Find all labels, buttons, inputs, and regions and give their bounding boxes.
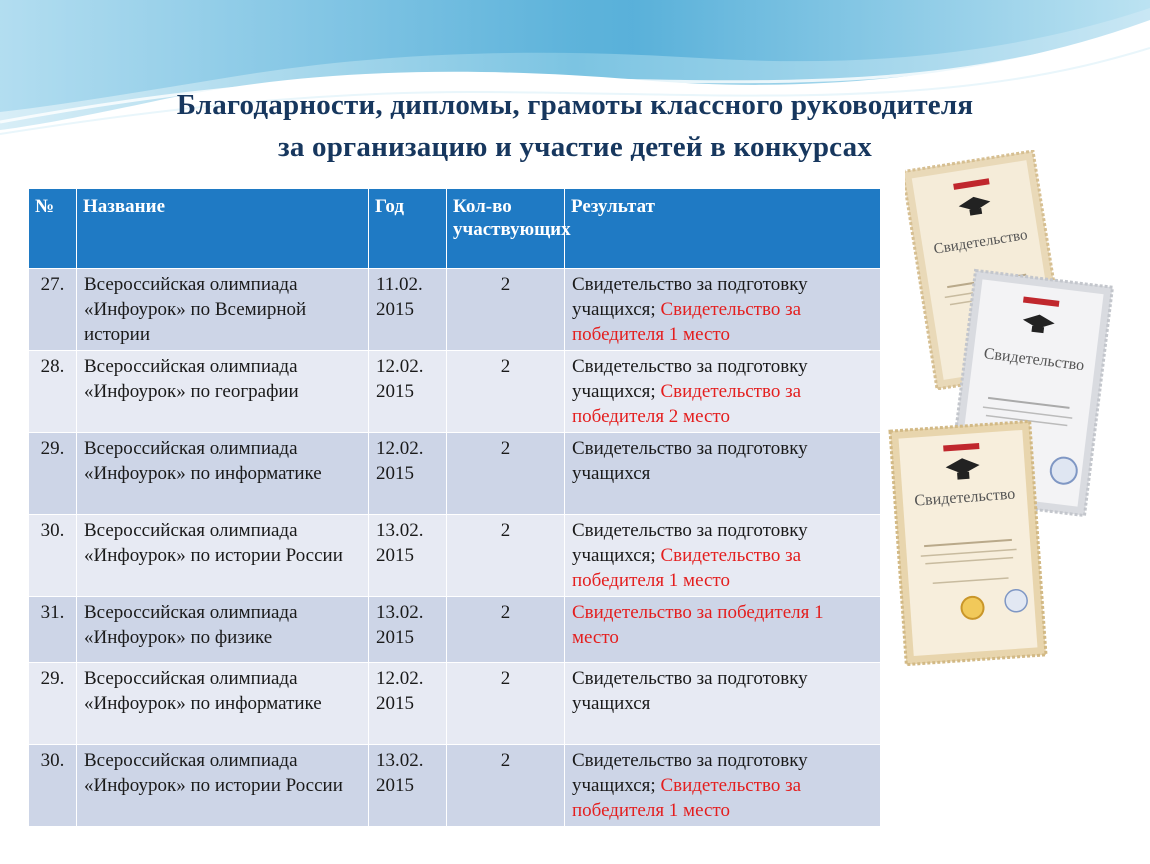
result-text: Свидетельство за подготовку учащихся; — [572, 274, 808, 320]
column-header-num: № — [29, 189, 77, 269]
row-name: Всероссийская олимпиада «Инфоурок» по информатике — [77, 663, 369, 745]
row-result — [565, 597, 881, 663]
row-count: 2 — [447, 351, 565, 433]
table-row — [29, 745, 881, 827]
result-text: Свидетельство за подготовку учащихся; — [572, 356, 808, 402]
row-year: 11.02. 2015 — [369, 269, 447, 351]
row-year: 13.02. 2015 — [369, 745, 447, 827]
row-name: Всероссийская олимпиада «Инфоурок» по информатике — [77, 433, 369, 515]
result-text: Свидетельство за подготовку учащихся — [572, 668, 808, 714]
row-count: 2 — [447, 269, 565, 351]
row-year: 12.02. 2015 — [369, 433, 447, 515]
result-text: Свидетельство за подготовку учащихся; — [572, 520, 808, 566]
row-count: 2 — [447, 745, 565, 827]
title-line-2: за организацию и участие детей в конкурсах — [278, 131, 872, 163]
row-year: 12.02. 2015 — [369, 663, 447, 745]
row-count: 2 — [447, 597, 565, 663]
row-result — [565, 269, 881, 351]
row-result — [565, 433, 881, 515]
column-header-result: Результат — [565, 189, 881, 269]
row-year: 12.02. 2015 — [369, 351, 447, 433]
row-count: 2 — [447, 663, 565, 745]
awards-table — [28, 188, 881, 827]
row-name: Всероссийская олимпиада «Инфоурок» по географии — [77, 351, 369, 433]
table-row — [29, 351, 881, 433]
column-header-count: Кол-во участвующих — [447, 189, 565, 269]
title-line-1: Благодарности, дипломы, грамоты классного руководителя — [176, 89, 974, 121]
result-highlight: Свидетельство за победителя 1 место — [572, 545, 802, 591]
table-row — [29, 433, 881, 515]
row-name: Всероссийская олимпиада «Инфоурок» по истории России — [77, 745, 369, 827]
table-row — [29, 269, 881, 351]
result-text: Свидетельство за подготовку учащихся — [572, 438, 808, 484]
row-num: 27. — [29, 269, 77, 351]
row-result — [565, 351, 881, 433]
result-text: Свидетельство за подготовку учащихся; — [572, 750, 808, 796]
certificate-heading: Свидетельство — [982, 345, 1086, 375]
column-header-year: Год — [369, 189, 447, 269]
certificate-heading: Свидетельство — [932, 227, 1029, 258]
result-highlight: Свидетельство за победителя 2 место — [572, 381, 802, 427]
table-row — [29, 663, 881, 745]
row-num: 29. — [29, 433, 77, 515]
row-result — [565, 745, 881, 827]
table-row — [29, 515, 881, 597]
row-num: 28. — [29, 351, 77, 433]
row-name: Всероссийская олимпиада «Инфоурок» по физике — [77, 597, 369, 663]
row-year: 13.02. 2015 — [369, 597, 447, 663]
column-header-name: Название — [77, 189, 369, 269]
row-name: Всероссийская олимпиада «Инфоурок» по истории России — [77, 515, 369, 597]
row-count: 2 — [447, 433, 565, 515]
result-highlight: Свидетельство за победителя 1 место — [572, 602, 824, 648]
row-name: Всероссийская олимпиада «Инфоурок» по Всемирной истории — [77, 269, 369, 351]
row-year: 13.02. 2015 — [369, 515, 447, 597]
row-num: 31. — [29, 597, 77, 663]
row-result — [565, 515, 881, 597]
result-highlight: Свидетельство за победителя 1 место — [572, 775, 802, 821]
result-highlight: Свидетельство за победителя 1 место — [572, 299, 802, 345]
row-count: 2 — [447, 515, 565, 597]
table-row — [29, 597, 881, 663]
table-header-row — [29, 189, 881, 269]
row-num: 29. — [29, 663, 77, 745]
row-result — [565, 663, 881, 745]
row-num: 30. — [29, 745, 77, 827]
certificate-heading: Свидетельство — [913, 485, 1016, 510]
certificate-image-3 — [886, 418, 1051, 668]
row-num: 30. — [29, 515, 77, 597]
